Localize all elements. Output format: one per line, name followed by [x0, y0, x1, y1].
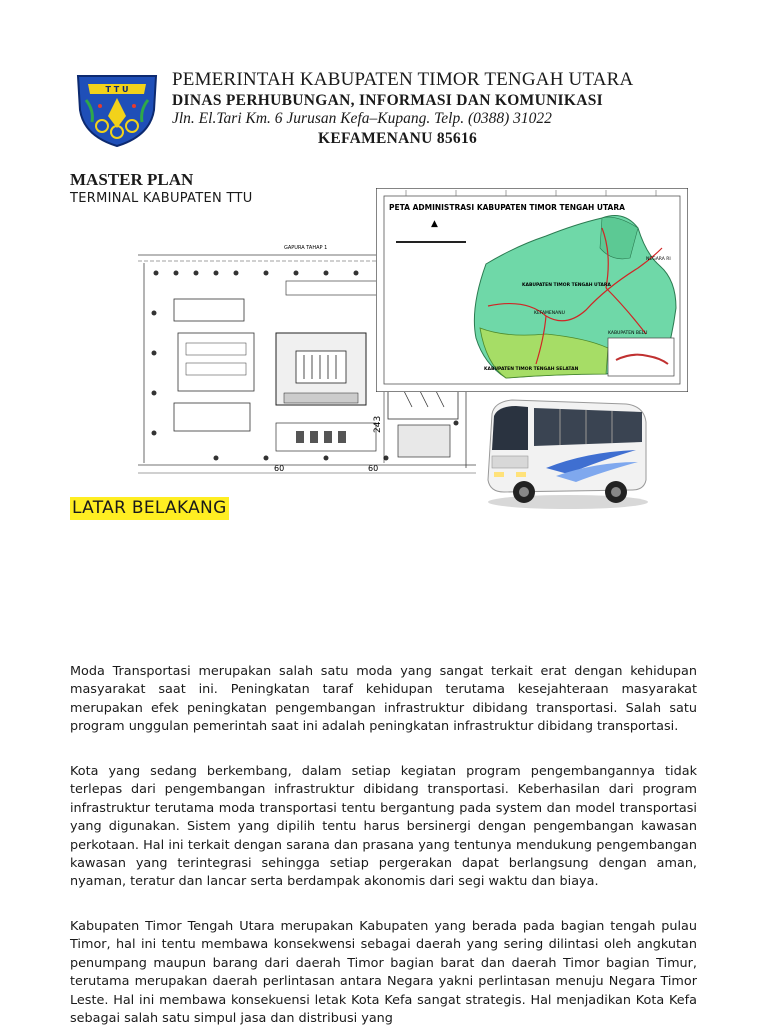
paragraph-3: Kabupaten Timor Tengah Utara merupakan Kabupaten yang berada pada bagian tengah pulau Timor, hal ini tentu membawa konsekwensi sebagai daerah yang sering dilintasi oleh angkutan penumpang maupun barang dari daerah Timor bagian barat dan daerah Timor bagian Timur, terutama merupakan daerah perlintasan antara Negara yakni perlintasan menuju Negara Timor Leste. Hal ini membawa konsekuensi letak Kota Kefa sangat strategis. Hal menjadikan Kota Kefa sebagai salah satu simpul jasa dan distribusi yang: [70, 919, 697, 1027]
dimension-left: 60: [274, 464, 285, 473]
map-south-label: KABUPATEN TIMOR TENGAH SELATAN: [484, 367, 579, 372]
section-heading: LATAR BELAKANG: [72, 498, 227, 518]
letterhead-city: KEFAMENANU 85616: [318, 130, 478, 147]
document-subtitle: TERMINAL KABUPATEN TTU: [70, 191, 253, 206]
map-east-label: KABUPATEN BELU: [608, 331, 648, 336]
bus-illustration: [476, 392, 652, 510]
letterhead-line-2: DINAS PERHUBUNGAN, INFORMASI DAN KOMUNIKASI: [172, 92, 603, 109]
letterhead-address: Jln. El.Tari Km. 6 Jurusan Kefa–Kupang. Telp. (0388) 31022: [172, 110, 552, 127]
regency-logo: [74, 70, 160, 148]
map-region-label: KABUPATEN TIMOR TENGAH UTARA: [522, 283, 611, 288]
map-neighbor-label: NEGARA RI: [646, 257, 671, 262]
letterhead-line-1: PEMERINTAH KABUPATEN TIMOR TENGAH UTARA: [172, 69, 634, 90]
map-city-label: KEFAMENANU: [534, 311, 565, 316]
map-title: PETA ADMINISTRASI KABUPATEN TIMOR TENGAH UTARA: [389, 203, 625, 212]
document-title: MASTER PLAN: [70, 170, 194, 189]
administrative-map: [376, 188, 688, 392]
paragraph-1: Moda Transportasi merupakan salah satu moda yang sangat terkait erat dengan kehidupan masyarakat saat ini. Peningkatan taraf kehidupan terutama kesejahteraan masyarakat merupakan efek peningkatan pengembangan infrastruktur dibidang transportasi. Salah satu program unggulan pemerintah saat ini adalah peningkatan infrastruktur dibidang transportasi.: [70, 664, 697, 735]
svg-text:▲: ▲: [431, 219, 438, 229]
gate-label: GAPURA TAHAP 1: [284, 245, 328, 251]
paragraph-2: Kota yang sedang berkembang, dalam setiap kegiatan program pengembangannya tidak terlepas dari pengembangan infrastruktur dibidang transportasi. Keberhasilan dari program infrastruktur terutama moda transportasi tentu bergantung pada system dan model transportasi yang digunakan. Sistem yang dipilih tentu harus bersinergi dengan pengembangan kawasan perkotaan. Hal ini terkait dengan sarana dan prasana yang tentunya mendukung pengembangan kawasan yang terintegrasi sehingga setiap pergerakan dapat berlangsung dengan aman, nyaman, teratur dan lancar serta berdampak akonomis dari segi waktu dan biaya.: [70, 764, 697, 890]
dimension-vertical: 243: [373, 415, 383, 433]
dimension-right: 60: [368, 464, 379, 473]
logo-text: T T U: [105, 85, 129, 94]
